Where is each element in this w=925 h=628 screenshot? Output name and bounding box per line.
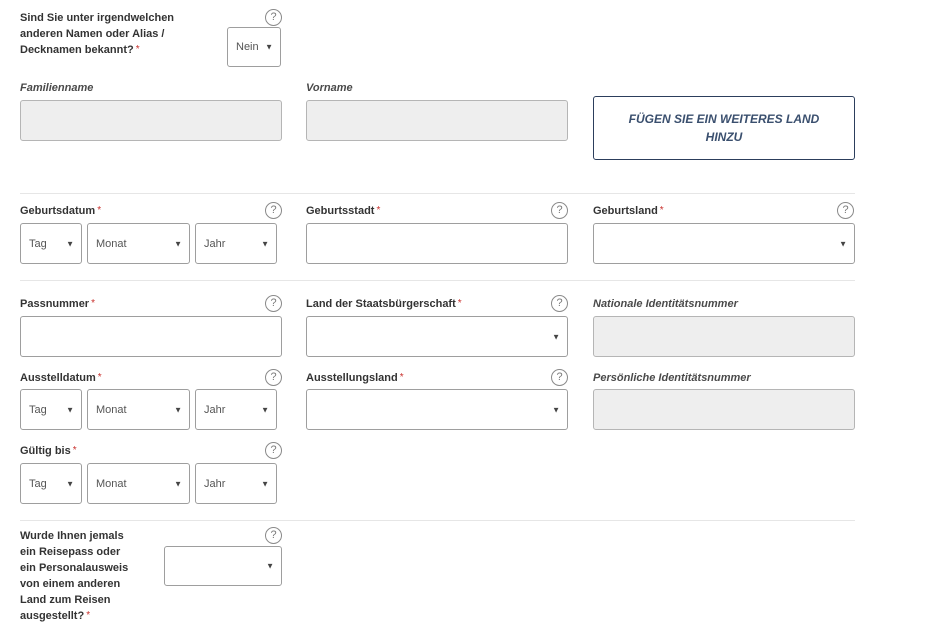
issue-year-select[interactable]: Jahr ▼ [195, 389, 277, 430]
chevron-down-icon: ▼ [174, 405, 182, 414]
chevron-down-icon: ▼ [266, 561, 274, 571]
chevron-down-icon: ▼ [552, 405, 560, 414]
birth-city-input[interactable] [306, 223, 568, 264]
valid-until-help-icon[interactable]: ? [265, 442, 282, 459]
valid-until-label: Gültig bis * [20, 445, 77, 457]
birth-country-help-icon[interactable]: ? [837, 202, 854, 219]
first-name-input[interactable] [306, 100, 568, 141]
issue-country-help-icon[interactable]: ? [551, 369, 568, 386]
birth-day-select[interactable]: Tag ▼ [20, 223, 82, 264]
other-passport-help-icon[interactable]: ? [265, 527, 282, 544]
birth-city-label: Geburtsstadt * [306, 205, 381, 217]
issue-country-select[interactable] [306, 389, 568, 430]
chevron-down-icon: ▼ [66, 479, 74, 488]
first-name-label: Vorname [306, 82, 353, 94]
issue-country-label: Ausstellungsland * [306, 372, 404, 384]
passport-number-help-icon[interactable]: ? [265, 295, 282, 312]
family-name-input[interactable] [20, 100, 282, 141]
valid-year-select[interactable]: Jahr ▼ [195, 463, 277, 504]
other-passport-select[interactable] [164, 546, 282, 586]
issue-date-help-icon[interactable]: ? [265, 369, 282, 386]
valid-day-select[interactable]: Tag ▼ [20, 463, 82, 504]
alias-help-icon[interactable]: ? [265, 9, 282, 26]
issue-date-label: Ausstelldatum * [20, 372, 102, 384]
section-divider [20, 520, 855, 521]
other-passport-question-label: Wurde Ihnen jemals ein Reisepass oder ein Personalausweis von einem anderen Land zum Reisen ausgestellt? * [20, 530, 129, 622]
national-id-input[interactable] [593, 316, 855, 357]
birth-country-label: Geburtsland * [593, 205, 664, 217]
chevron-down-icon: ▼ [174, 479, 182, 488]
birth-year-select[interactable]: Jahr ▼ [195, 223, 277, 264]
chevron-down-icon: ▼ [261, 479, 269, 488]
citizenship-country-select[interactable] [306, 316, 568, 357]
chevron-down-icon: ▼ [552, 332, 560, 341]
chevron-down-icon: ▼ [66, 239, 74, 248]
section-divider [20, 280, 855, 281]
birth-country-select[interactable] [593, 223, 855, 264]
valid-month-select[interactable]: Monat ▼ [87, 463, 190, 504]
add-country-button[interactable]: FÜGEN SIE EIN WEITERES LAND HINZU [593, 96, 855, 160]
personal-id-label: Persönliche Identitätsnummer [593, 372, 751, 384]
chevron-down-icon: ▼ [265, 42, 273, 52]
chevron-down-icon: ▼ [261, 405, 269, 414]
chevron-down-icon: ▼ [261, 239, 269, 248]
citizenship-country-help-icon[interactable]: ? [551, 295, 568, 312]
chevron-down-icon: ▼ [66, 405, 74, 414]
birth-date-help-icon[interactable]: ? [265, 202, 282, 219]
issue-month-select[interactable]: Monat ▼ [87, 389, 190, 430]
family-name-label: Familienname [20, 82, 94, 94]
national-id-label: Nationale Identitätsnummer [593, 298, 738, 310]
alias-select[interactable]: Nein ▼ [227, 27, 281, 67]
chevron-down-icon: ▼ [839, 239, 847, 248]
birth-city-help-icon[interactable]: ? [551, 202, 568, 219]
citizenship-country-label: Land der Staatsbürgerschaft * [306, 298, 462, 310]
birth-date-label: Geburtsdatum * [20, 205, 102, 217]
issue-day-select[interactable]: Tag ▼ [20, 389, 82, 430]
personal-id-input[interactable] [593, 389, 855, 430]
passport-number-label: Passnummer * [20, 298, 95, 310]
passport-number-input[interactable] [20, 316, 282, 357]
chevron-down-icon: ▼ [174, 239, 182, 248]
section-divider [20, 193, 855, 194]
birth-month-select[interactable]: Monat ▼ [87, 223, 190, 264]
alias-question-label: Sind Sie unter irgendwelchen anderen Namen oder Alias / Decknamen bekannt? * [20, 12, 175, 56]
